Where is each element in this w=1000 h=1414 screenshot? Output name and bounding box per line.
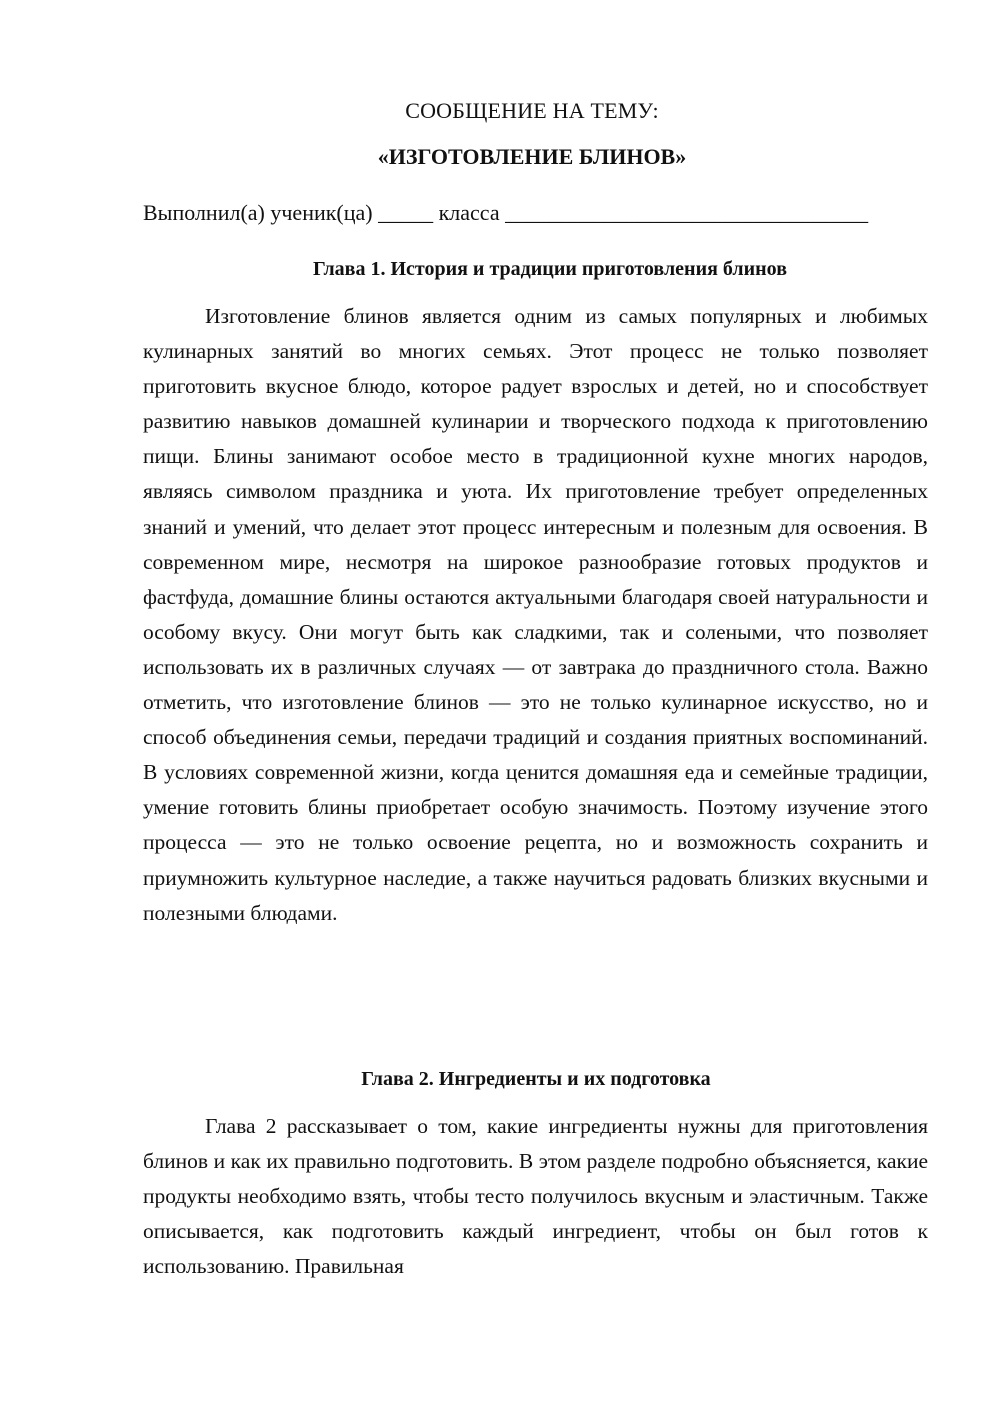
author-line: Выполнил(а) ученик(ца) _____ класса _________________________________ <box>143 200 869 225</box>
chapter-2-paragraph: Глава 2 рассказывает о том, какие ингредиенты нужны для приготовления блинов и как их правильно подготовить. В этом разделе подробно объясняется, какие продукты необходимо взять, чтобы тесто получилось вкусным и эластичным. Также описывается, как подготовить каждый ингредиент, чтобы он был готов к использованию. Правильная <box>143 1114 928 1279</box>
chapter-1-heading: Глава 1. История и традиции приготовления блинов <box>312 258 787 280</box>
document-subtitle: «ИЗГОТОВЛЕНИЕ БЛИНОВ» <box>377 144 687 169</box>
document-title: СООБЩЕНИЕ НА ТЕМУ: <box>405 98 659 123</box>
chapter-1-paragraph: Изготовление блинов является одним из самых популярных и любимых кулинарных занятий во многих семьях. Этот процесс не только позволяет приготовить вкусное блюдо, которое радует взрослых и детей, но и способствует развитию навыков домашней кулинарии и творческого подхода к приготовлению пищи. Блины занимают особое место в традиционной кухне многих народов, являясь символом праздника и уюта. Их приготовление требует определенных знаний и умений, что делает этот процесс интересным и полезным для освоения. В современном мире, несмотря на широкое разнообразие готовых продуктов и фастфуда, домашние блины остаются актуальными благодаря своей натуральности и особому вкусу. Они могут быть как сладкими, так и солеными, что позволяет использовать их в различных случаях — от завтрака до праздничного стола. Важно отметить, что изготовление блинов — это не только кулинарное искусство, но и способ объединения семьи, передачи традиций и создания приятных воспоминаний. В условиях современной жизни, когда ценится домашняя еда и семейные традиции, умение готовить блины приобретает особую значимость. Поэтому изучение этого процесса — это не только освоение рецепта, но и возможность сохранить и приумножить культурное наследие, а также научиться радовать близких вкусными и полезными блюдами. <box>143 304 928 925</box>
chapter-2-heading: Глава 2. Ингредиенты и их подготовка <box>361 1068 711 1090</box>
